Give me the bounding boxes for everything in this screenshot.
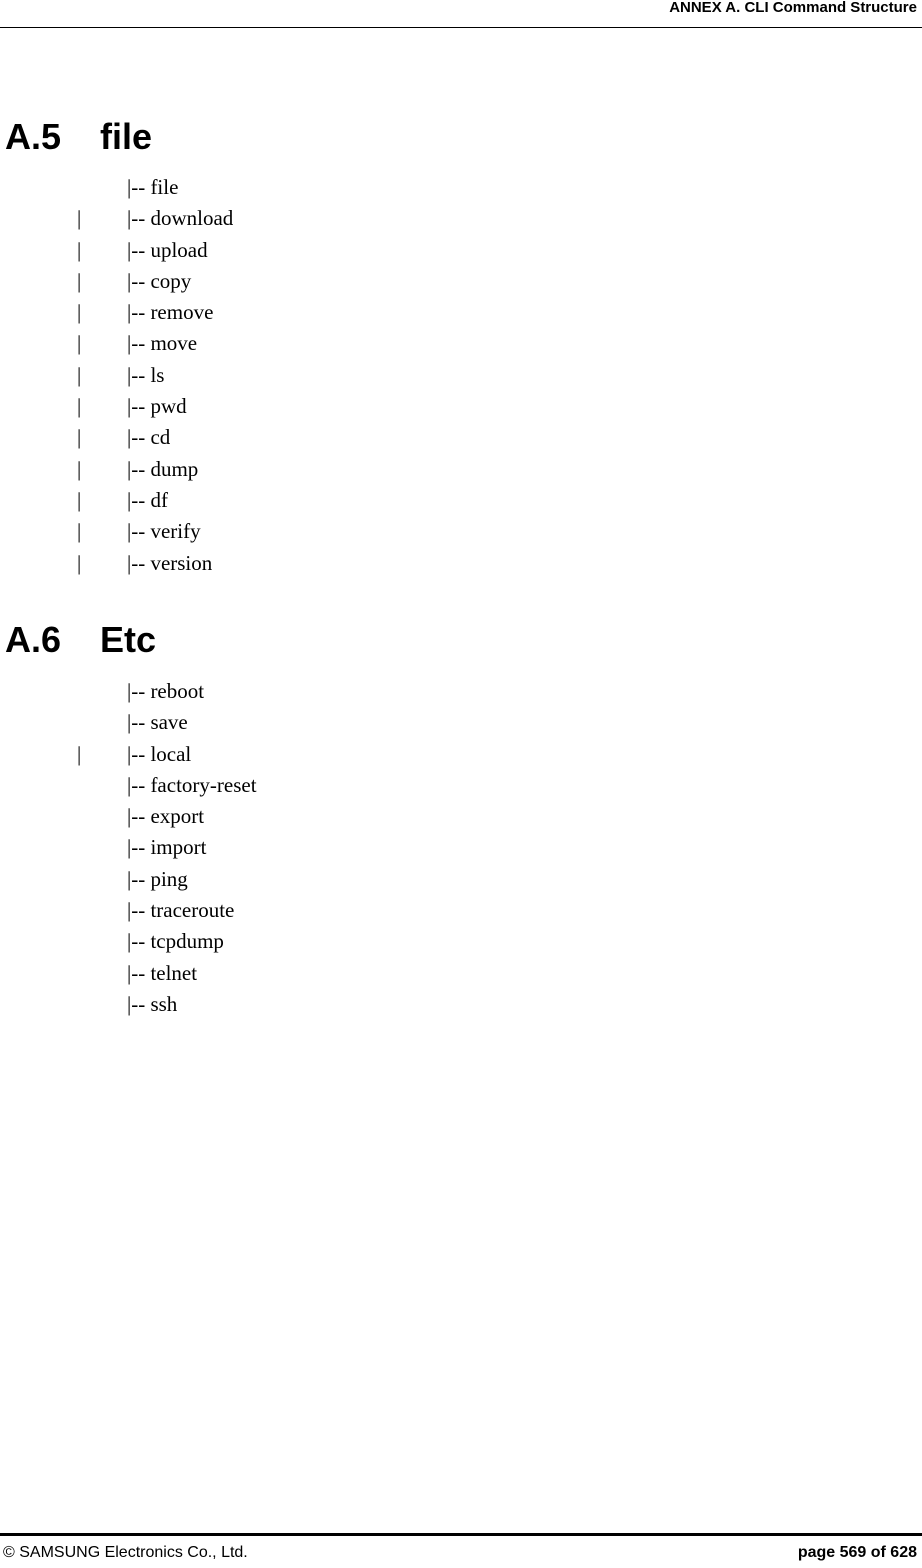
section-heading-etc <box>5 620 156 660</box>
tree-item <box>77 676 257 707</box>
header-title: ANNEX A. CLI Command Structure <box>669 0 917 16</box>
tree-branch: | <box>77 268 82 293</box>
tree-branch: | <box>77 456 82 481</box>
tree-item-label: |-- save <box>127 710 188 735</box>
tree-item-label: |-- remove <box>127 300 214 325</box>
page-footer <box>0 1533 922 1568</box>
tree-branch: | <box>77 741 82 766</box>
tree-branch: | <box>77 300 82 325</box>
tree-item <box>77 989 257 1020</box>
tree-item <box>77 360 233 391</box>
tree-item <box>77 516 233 547</box>
tree-branch: | <box>77 362 82 387</box>
tree-branch: | <box>77 519 82 544</box>
tree-item <box>77 548 233 579</box>
tree-item <box>77 266 233 297</box>
section-title: file <box>100 116 153 157</box>
tree-item-label: |-- dump <box>127 456 199 481</box>
tree-item <box>77 958 257 989</box>
tree-item-label: |-- df <box>127 487 168 512</box>
section-heading-file <box>5 117 152 157</box>
tree-item-label: |-- import <box>127 835 207 860</box>
etc-command-tree <box>77 676 257 1020</box>
tree-item-label: |-- traceroute <box>127 898 235 923</box>
tree-item <box>77 485 233 516</box>
tree-item-label: |-- download <box>127 206 234 231</box>
tree-item <box>77 926 257 957</box>
tree-item <box>77 801 257 832</box>
tree-item-label: |-- ls <box>127 362 165 387</box>
tree-item-label: |-- move <box>127 331 198 356</box>
file-command-tree <box>77 172 233 579</box>
tree-item <box>77 328 233 359</box>
tree-item-label: |-- cd <box>127 425 171 450</box>
section-number: A.6 <box>5 619 62 660</box>
section-number: A.5 <box>5 116 62 157</box>
tree-item-label: |-- pwd <box>127 394 187 419</box>
tree-branch: | <box>77 206 82 231</box>
tree-branch: | <box>77 425 82 450</box>
tree-item-label: |-- local <box>127 741 192 766</box>
tree-branch: | <box>77 237 82 262</box>
footer-page-number: page 569 of 628 <box>797 1544 917 1561</box>
tree-item-label: |-- reboot <box>127 679 205 703</box>
tree-item <box>77 297 233 328</box>
tree-item <box>77 172 233 203</box>
tree-item <box>77 391 233 422</box>
page-header <box>0 0 922 28</box>
tree-branch: | <box>77 487 82 512</box>
tree-item <box>77 454 233 485</box>
tree-item <box>77 739 257 770</box>
tree-item <box>77 770 257 801</box>
tree-item <box>77 864 257 895</box>
tree-item <box>77 422 233 453</box>
tree-item-label: |-- export <box>127 804 205 829</box>
tree-branch: | <box>77 550 82 575</box>
tree-item-label: |-- version <box>127 550 213 575</box>
tree-item <box>77 203 233 234</box>
tree-item <box>77 707 257 738</box>
tree-branch: | <box>77 331 82 356</box>
tree-item <box>77 895 257 926</box>
tree-item-label: |-- telnet <box>127 960 198 985</box>
tree-item-label: |-- tcpdump <box>127 929 224 954</box>
tree-item <box>77 832 257 863</box>
tree-item <box>77 235 233 266</box>
tree-item-label: |-- ssh <box>127 991 178 1016</box>
tree-item-label: |-- factory-reset <box>127 772 257 797</box>
tree-item-label: |-- upload <box>127 237 208 262</box>
tree-branch: | <box>77 394 82 419</box>
section-title: Etc <box>100 619 157 660</box>
tree-item-label: |-- ping <box>127 866 188 891</box>
tree-item-label: |-- copy <box>127 268 192 293</box>
footer-copyright: © SAMSUNG Electronics Co., Ltd. <box>3 1544 248 1561</box>
tree-item-label: |-- verify <box>127 519 201 544</box>
tree-item-label: |-- file <box>127 175 179 199</box>
